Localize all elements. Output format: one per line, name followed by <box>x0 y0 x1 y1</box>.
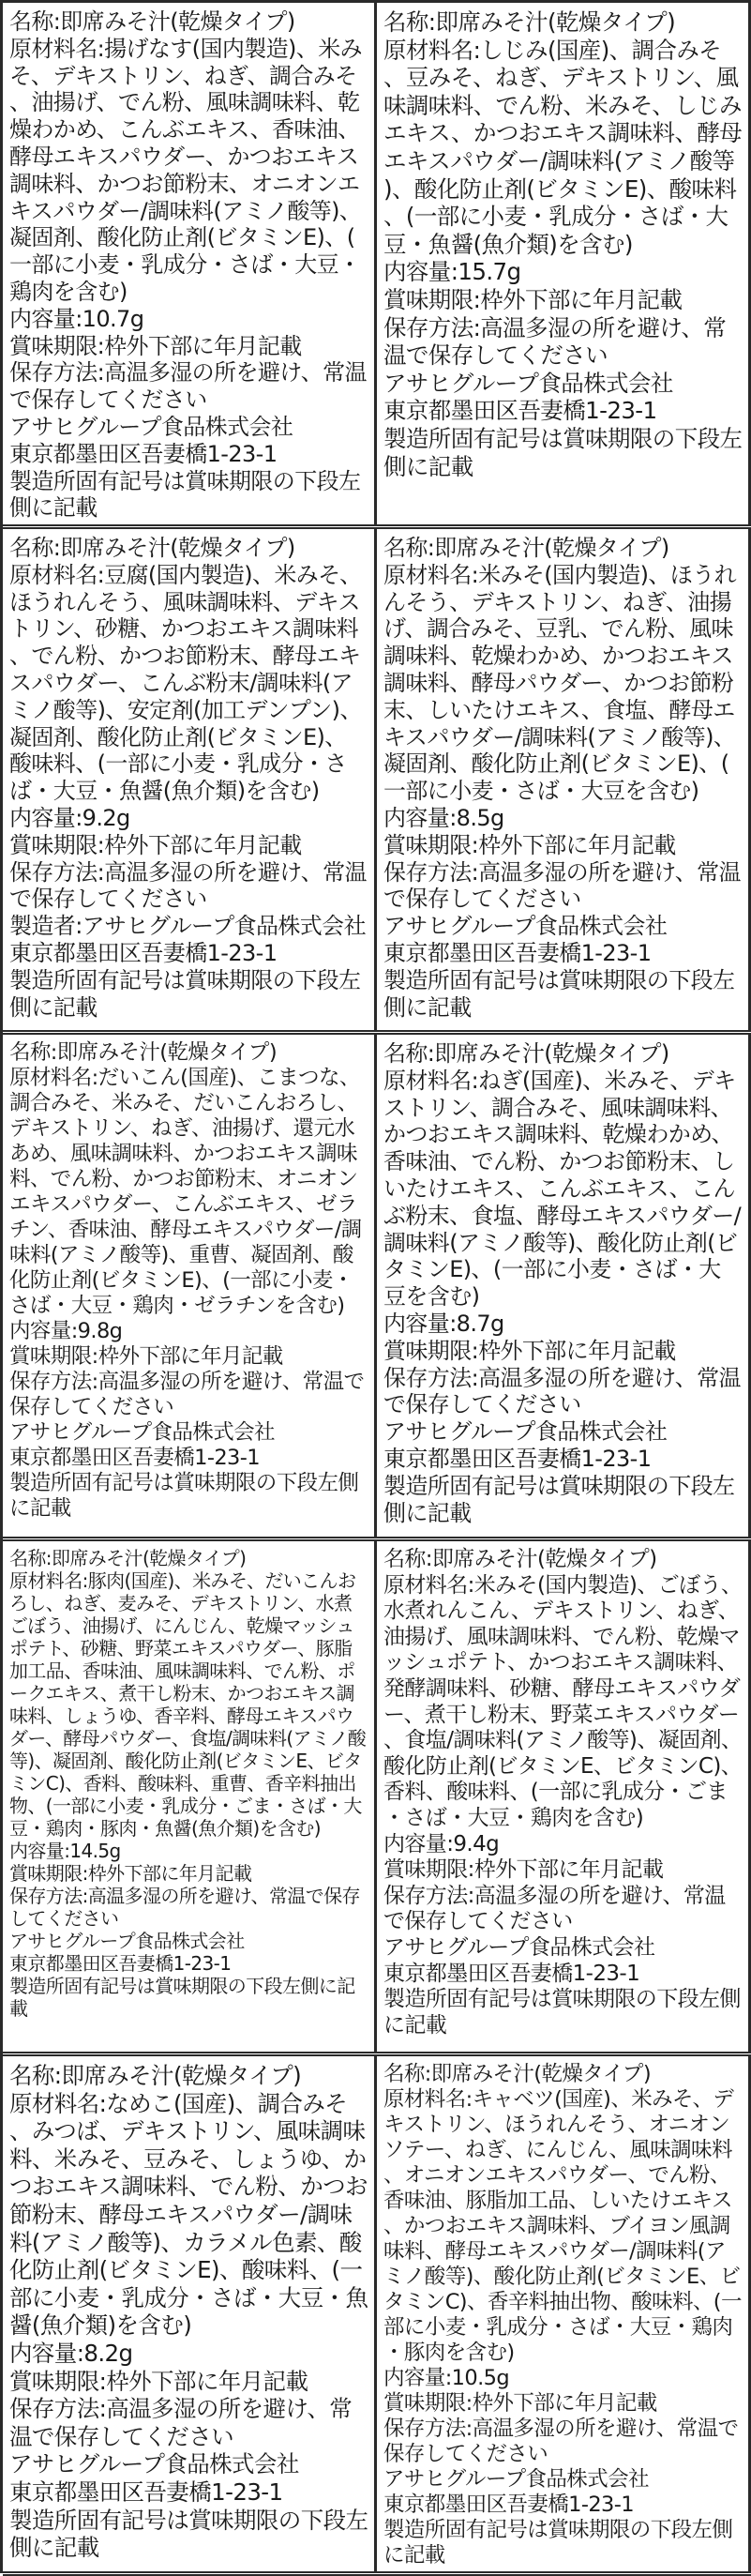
label-row <box>3 3 751 529</box>
net-content: 内容量:9.4g <box>383 1831 500 1856</box>
label-row <box>3 2056 751 2576</box>
net-content: 内容量:9.8g <box>9 1319 123 1343</box>
storage-note: 保存方法:高温多湿の所を避け、常温で保存してください <box>9 1885 360 1930</box>
label-cell <box>377 2056 751 2571</box>
expiry-note: 賞味期限:枠外下部に年月記載 <box>383 2391 657 2416</box>
expiry-note: 賞味期限:枠外下部に年月記載 <box>9 2367 308 2395</box>
plant-code-note: 製造所固有記号は賞味期限の下段左側に記載 <box>9 2506 368 2562</box>
net-content: 内容量:14.5g <box>9 1840 121 1862</box>
storage-note: 保存方法:高温多湿の所を避け、常温で保存してください <box>9 1370 365 1419</box>
address: 東京都墨田区吾妻橋1-23-1 <box>383 1961 640 1986</box>
net-content: 内容量:8.7g <box>383 1310 504 1337</box>
address: 東京都墨田区吾妻橋1-23-1 <box>9 1952 232 1975</box>
expiry-note: 賞味期限:枠外下部に年月記載 <box>9 1344 283 1369</box>
storage-note: 保存方法:高温多湿の所を避け、常温で保存してください <box>383 2417 739 2466</box>
manufacturer: 製造者:アサヒグループ食品株式会社 <box>9 913 366 940</box>
address: 東京都墨田区吾妻橋1-23-1 <box>383 2493 634 2517</box>
product-name: 名称:即席みそ汁(乾燥タイプ) <box>9 1040 278 1065</box>
address: 東京都墨田区吾妻橋1-23-1 <box>383 1445 652 1472</box>
product-name: 名称:即席みそ汁(乾燥タイプ) <box>383 535 669 561</box>
manufacturer: アサヒグループ食品株式会社 <box>9 1930 245 1952</box>
product-name: 名称:即席みそ汁(乾燥タイプ) <box>383 8 676 36</box>
manufacturer: アサヒグループ食品株式会社 <box>383 2467 649 2492</box>
label-cell <box>3 1541 377 2052</box>
expiry-note: 賞味期限:枠外下部に年月記載 <box>383 1857 664 1883</box>
manufacturer: アサヒグループ食品株式会社 <box>9 2450 299 2478</box>
storage-note: 保存方法:高温多湿の所を避け、常温で保存してください <box>9 858 367 913</box>
label-cell <box>377 529 751 1030</box>
ingredients: 原材料名:なめこ(国産)、調合みそ、みつば、デキストリン、風味調味料、米みそ、豆みそ、しょうゆ、かつおエキス調味料、でん粉、かつお節粉末、酵母エキスパウダー/調味料(アミノ酸等)、カラメル色素、酸化防止剤(ビタミンE)、酸味料、(一部に小麦・乳成分・さば・大豆・魚醤(魚介類)を含む) <box>9 2089 368 2340</box>
plant-code-note: 製造所固有記号は賞味期限の下段左側に記載 <box>383 1472 735 1526</box>
address: 東京都墨田区吾妻橋1-23-1 <box>9 939 278 966</box>
label-row <box>3 1035 751 1541</box>
plant-code-note: 製造所固有記号は賞味期限の下段左側に記載 <box>9 467 361 522</box>
expiry-note: 賞味期限:枠外下部に年月記載 <box>383 285 683 313</box>
label-cell <box>3 529 377 1030</box>
label-cell <box>377 3 751 524</box>
expiry-note: 賞味期限:枠外下部に年月記載 <box>9 1862 252 1885</box>
product-name: 名称:即席みそ汁(乾燥タイプ) <box>9 1547 247 1569</box>
ingredients: 原材料名:ねぎ(国産)、米みそ、デキストリン、調合みそ、風味調味料、かつおエキス調味料、乾燥わかめ、香味油、でん粉、かつお節粉末、しいたけエキス、こんぶエキス、こんぶ粉末、食塩、酵母エキスパウダー/調味料(アミノ酸等)、酸化防止剤(ビタミンE)、(一部に小麦・さば・大豆を含む) <box>383 1067 742 1311</box>
storage-note: 保存方法:高温多湿の所を避け、常温で保存してください <box>9 359 367 414</box>
expiry-note: 賞味期限:枠外下部に年月記載 <box>383 1337 676 1364</box>
product-name: 名称:即席みそ汁(乾燥タイプ) <box>383 1040 669 1067</box>
ingredients: 原材料名:豆腐(国内製造)、米みそ、ほうれんそう、風味調味料、デキストリン、砂糖、かつおエキス調味料、でん粉、かつお節粉末、酵母エキスパウダー、こんぶ粉末/調味料(アミノ酸等)、安定剤(加工デンプン)、凝固剤、酸化防止剤(ビタミンE)、酸味料、(一部に小麦・乳成分・さば・大豆・魚醤(魚介類)を含む) <box>9 561 362 805</box>
storage-note: 保存方法:高温多湿の所を避け、常温で保存してください <box>9 2395 353 2450</box>
address: 東京都墨田区吾妻橋1-23-1 <box>9 2478 283 2506</box>
expiry-note: 賞味期限:枠外下部に年月記載 <box>9 831 302 858</box>
expiry-note: 賞味期限:枠外下部に年月記載 <box>9 332 302 359</box>
net-content: 内容量:8.2g <box>9 2339 133 2367</box>
ingredients: 原材料名:しじみ(国産)、調合みそ、豆みそ、ねぎ、デキストリン、風味調味料、でん粉、米みそ、しじみエキス、かつおエキス調味料、酵母エキスパウダー/調味料(アミノ酸等)、酸化防止剤(ビタミンE)、酸味料、(一部に小麦・乳成分・さば・大豆・魚醤(魚介類)を含む) <box>383 36 743 258</box>
product-name: 名称:即席みそ汁(乾燥タイプ) <box>9 8 295 35</box>
plant-code-note: 製造所固有記号は賞味期限の下段左側に記載 <box>383 424 743 480</box>
address: 東京都墨田区吾妻橋1-23-1 <box>383 939 652 966</box>
label-cell <box>3 1035 377 1537</box>
plant-code-note: 製造所固有記号は賞味期限の下段左側に記載 <box>383 966 735 1021</box>
label-cell <box>3 3 377 524</box>
label-row <box>3 1541 751 2056</box>
label-row <box>3 529 751 1035</box>
address: 東京都墨田区吾妻橋1-23-1 <box>9 440 278 467</box>
label-cell <box>3 2056 377 2571</box>
plant-code-note: 製造所固有記号は賞味期限の下段左側に記載 <box>9 1471 359 1521</box>
storage-note: 保存方法:高温多湿の所を避け、常温で保存してください <box>383 1364 741 1418</box>
manufacturer: アサヒグループ食品株式会社 <box>9 1420 275 1445</box>
net-content: 内容量:9.2g <box>9 804 130 831</box>
plant-code-note: 製造所固有記号は賞味期限の下段左側に記載 <box>9 966 361 1021</box>
ingredients: 原材料名:だいこん(国産)、こまつな、調合みそ、米みそ、だいこんおろし、デキストリン、ねぎ、油揚げ、還元水あめ、風味調味料、かつおエキス調味料、でん粉、かつお節粉末、オニオンエキスパウダー、こんぶエキス、ゼラチン、香味油、酵母エキスパウダー/調味料(アミノ酸等)、重曹、凝固剤、酸化防止剤(ビタミンE)、(一部に小麦・さば・大豆・鶏肉・ゼラチンを含む) <box>9 1066 362 1318</box>
product-name: 名称:即席みそ汁(乾燥タイプ) <box>383 2062 652 2086</box>
storage-note: 保存方法:高温多湿の所を避け、常温で保存してください <box>383 1883 726 1934</box>
product-name: 名称:即席みそ汁(乾燥タイプ) <box>383 1547 657 1571</box>
manufacturer: アサヒグループ食品株式会社 <box>383 1418 668 1446</box>
net-content: 内容量:15.7g <box>383 258 521 286</box>
product-name: 名称:即席みそ汁(乾燥タイプ) <box>9 2062 302 2089</box>
label-cell <box>377 1541 751 2052</box>
manufacturer: アサヒグループ食品株式会社 <box>9 413 293 440</box>
net-content: 内容量:10.5g <box>383 2366 510 2390</box>
label-cell <box>377 1035 751 1537</box>
ingredients: 原材料名:米みそ(国内製造)、ごぼう、水煮れんこん、デキストリン、ねぎ、油揚げ、風味調味料、でん粉、乾燥マッシュポテト、かつおエキス調味料、発酵調味料、砂糖、酵母エキスパウダー、煮干し粉末、野菜エキスパウダー、食塩/調味料(アミノ酸等)、凝固剤、酸化防止剤(ビタミンE、ビタミンC)、香料、酸味料、(一部に乳成分・ごま・さば・大豆・鶏肉を含む) <box>383 1572 743 1830</box>
ingredients: 原材料名:揚げなす(国内製造)、米みそ、デキストリン、ねぎ、調合みそ、油揚げ、でん粉、風味調味料、乾燥わかめ、こんぶエキス、香味油、酵母エキスパウダー、かつおエキス調味料、かつお節粉末、オニオンエキスパウダー/調味料(アミノ酸等)、凝固剤、酸化防止剤(ビタミンE)、(一部に小麦・乳成分・さば・大豆・鶏肉を含む) <box>9 35 363 305</box>
storage-note: 保存方法:高温多湿の所を避け、常温で保存してください <box>383 858 741 913</box>
expiry-note: 賞味期限:枠外下部に年月記載 <box>383 831 676 858</box>
product-name: 名称:即席みそ汁(乾燥タイプ) <box>9 535 295 561</box>
manufacturer: アサヒグループ食品株式会社 <box>383 1934 655 1960</box>
net-content: 内容量:10.7g <box>9 305 144 332</box>
ingredients: 原材料名:米みそ(国内製造)、ほうれんそう、デキストリン、ねぎ、油揚げ、調合みそ、豆乳、でん粉、風味調味料、乾燥わかめ、かつおエキス調味料、酵母パウダー、かつお節粉末、しいたけエキス、食塩、酵母エキスパウダー/調味料(アミノ酸等)、凝固剤、酸化防止剤(ビタミンE)、(一部に小麦・さば・大豆を含む) <box>383 561 737 805</box>
net-content: 内容量:8.5g <box>383 804 504 831</box>
ingredients: 原材料名:豚肉(国産)、米みそ、だいこんおろし、ねぎ、麦みそ、デキストリン、水煮ごぼう、油揚げ、にんじん、乾燥マッシュポテト、砂糖、野菜エキスパウダー、豚脂加工品、香味油、風味調味料、でん粉、ポークエキス、煮干し粉末、かつおエキス調味料、しょうゆ、香辛料、酵母エキスパウダー、酵母パウダー、食塩/調味料(アミノ酸等)、凝固剤、酸化防止剤(ビタミンE、ビタミンC)、香料、酸味料、重曹、香辛料抽出物、(一部に小麦・乳成分・ごま・さば・大豆・鶏肉・豚肉・魚醤(魚介類)を含む) <box>9 1569 367 1840</box>
plant-code-note: 製造所固有記号は賞味期限の下段左側に記載 <box>383 1987 741 2038</box>
address: 東京都墨田区吾妻橋1-23-1 <box>383 397 657 425</box>
plant-code-note: 製造所固有記号は賞味期限の下段左側に記載 <box>383 2518 733 2568</box>
plant-code-note: 製造所固有記号は賞味期限の下段左側に記載 <box>9 1975 355 2020</box>
ingredients: 原材料名:キャベツ(国産)、米みそ、デキストリン、ほうれんそう、オニオンソテー、ねぎ、にんじん、風味調味料、オニオンエキスパウダー、でん粉、香味油、豚脂加工品、しいたけエキス、かつおエキス調味料、ブイヨン風調味料、酵母エキスパウダー/調味料(アミノ酸等)、酸化防止剤(ビタミンE、ビタミンC)、香辛料抽出物、酸味料、(一部に小麦・乳成分・さば・大豆・鶏肉・豚肉を含む) <box>383 2087 742 2365</box>
storage-note: 保存方法:高温多湿の所を避け、常温で保存してください <box>383 313 727 370</box>
manufacturer: アサヒグループ食品株式会社 <box>383 369 673 397</box>
manufacturer: アサヒグループ食品株式会社 <box>383 913 668 940</box>
address: 東京都墨田区吾妻橋1-23-1 <box>9 1446 260 1470</box>
